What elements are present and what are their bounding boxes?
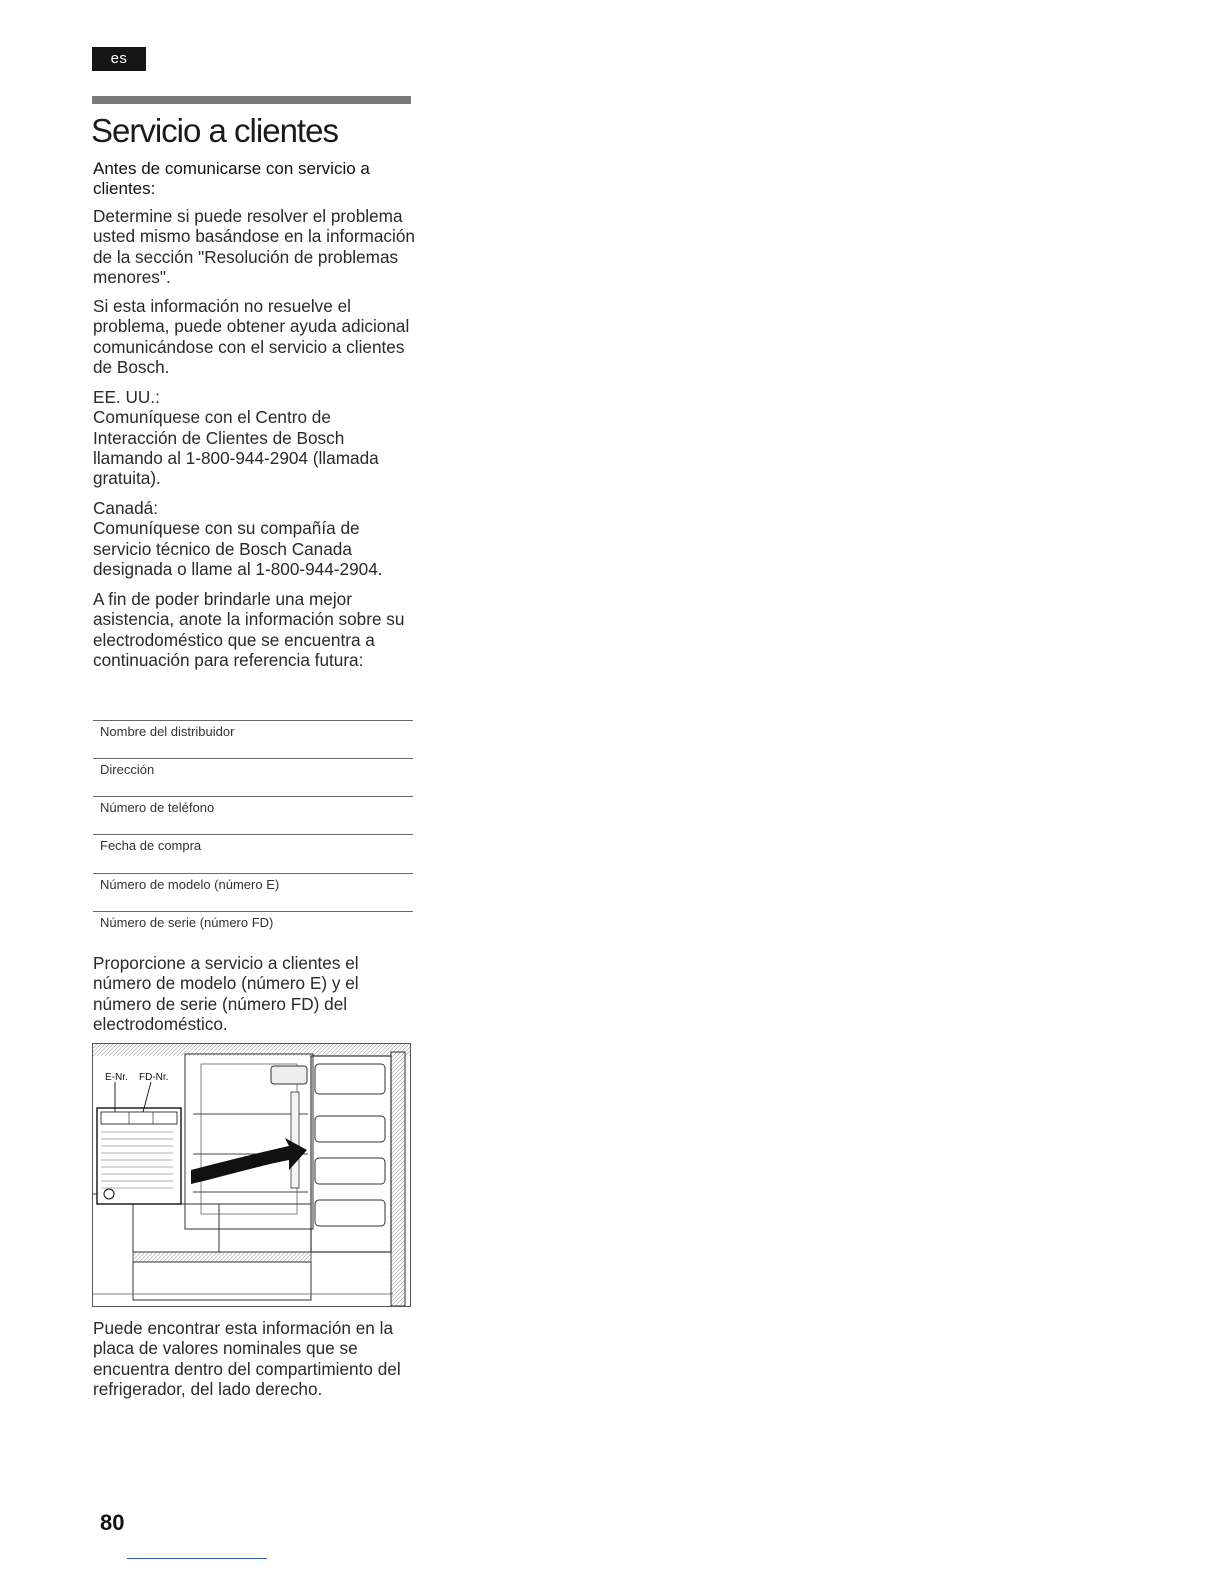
refrigerator-rating-plate-figure [92, 1043, 411, 1307]
paragraph-intro: Determine si puede resolver el problema usted mismo basándose en la información de la sección "Resolución de problemas menores". [93, 206, 415, 287]
form-field-label: Número de serie (número FD) [100, 915, 274, 930]
paragraph-record-info: A fin de poder brindarle una mejor asistencia, anote la información sobre su electrodoméstico que se encuentra a continuación para referencia futura: [93, 589, 405, 670]
form-field-label: Nombre del distribuidor [100, 724, 235, 739]
language-badge: es [92, 47, 146, 71]
section-rule [92, 96, 411, 104]
e-number-label: E-Nr. [105, 1072, 128, 1083]
form-field-label: Fecha de compra [100, 838, 202, 853]
page-title: Servicio a clientes [91, 112, 338, 149]
paragraph-canada-contact: Canadá: Comuníquese con su compañía de servicio técnico de Bosch Canada designada o llame al 1-800-944-2904. [93, 498, 383, 579]
form-field-label: Dirección [100, 762, 155, 777]
fd-number-label: FD-Nr. [139, 1072, 169, 1083]
footer-link-line [127, 1558, 267, 1559]
paragraph-further-help: Si esta información no resuelve el problema, puede obtener ayuda adicional comunicándose con el servicio a clientes de Bosch. [93, 296, 410, 377]
paragraph-provide-numbers: Proporcione a servicio a clientes el número de modelo (número E) y el número de serie (número FD) del electrodoméstico. [93, 953, 359, 1034]
form-field-dealer[interactable] [93, 720, 413, 759]
form-field-model-number[interactable] [93, 873, 413, 912]
form-field-label: Número de teléfono [100, 800, 215, 815]
section-subtitle: Antes de comunicarse con servicio a clientes: [93, 159, 370, 198]
form-field-label: Número de modelo (número E) [100, 877, 280, 892]
form-field-purchase-date[interactable] [93, 834, 413, 873]
refrigerator-illustration [93, 1044, 410, 1306]
form-field-phone[interactable] [93, 796, 413, 835]
form-field-serial-number[interactable] [93, 911, 413, 950]
paragraph-usa-contact: EE. UU.: Comuníquese con el Centro de Interacción de Clientes de Bosch llamando al 1-800-944-2904 (llamada gratuita). [93, 387, 379, 489]
form-field-address[interactable] [93, 758, 413, 797]
page-number: 80 [100, 1510, 125, 1535]
figure-caption: Puede encontrar esta información en la placa de valores nominales que se encuentra dentro del compartimiento del refrigerador, del lado derecho. [93, 1318, 401, 1399]
